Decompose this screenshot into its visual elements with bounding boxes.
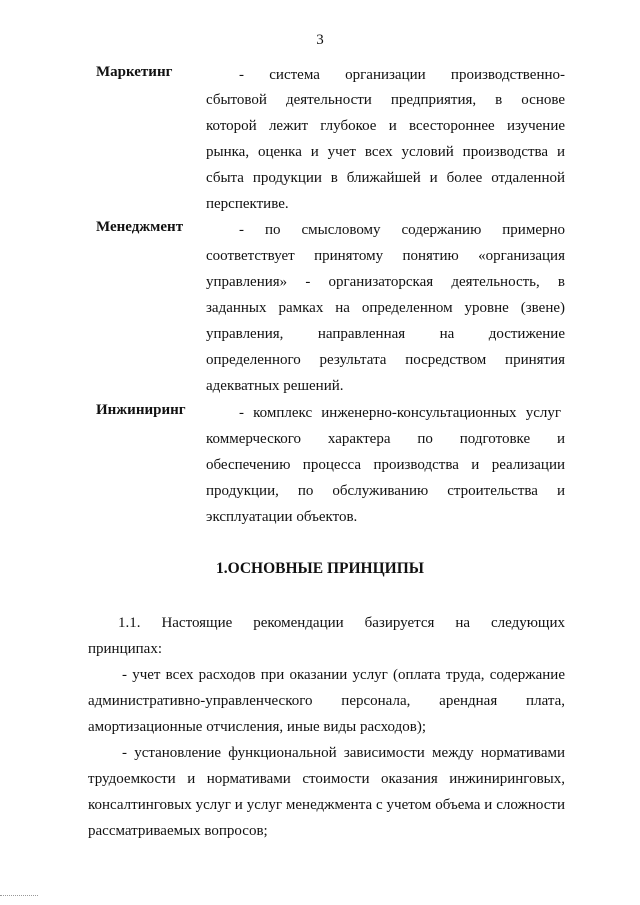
definition-line: которой лежит глубокое и всестороннее изучение bbox=[206, 118, 565, 134]
definition-line: адекватных решений. bbox=[206, 378, 344, 394]
bullet-line: амортизационные отчисления, иные виды расходов); bbox=[88, 719, 426, 735]
definition-line: соответствует принятому понятию «организация bbox=[206, 248, 565, 264]
definition-line: управления» - организаторская деятельность, в bbox=[206, 274, 565, 290]
bullet-line: рассматриваемых вопросов; bbox=[88, 823, 268, 839]
paragraph-line: 1.1. Настоящие рекомендации базируется на следующих bbox=[118, 615, 565, 631]
definition-line: коммерческого характера по подготовке и bbox=[206, 431, 565, 447]
paragraph-line: принципах: bbox=[88, 641, 162, 657]
section-heading: 1.ОСНОВНЫЕ ПРИНЦИПЫ bbox=[215, 560, 425, 577]
bullet-line: консалтинговых услуг и услуг менеджмента с учетом объема и сложности bbox=[88, 797, 565, 813]
term-management: Менеджмент bbox=[96, 219, 184, 235]
term-marketing: Маркетинг bbox=[96, 64, 173, 80]
definition-line: - система организации производственно- bbox=[239, 67, 565, 83]
definition-line: продукции, по обслуживанию строительства и bbox=[206, 483, 565, 499]
term-engineering: Инжиниринг bbox=[96, 402, 186, 418]
definition-line: - по смысловому содержанию примерно bbox=[239, 222, 565, 238]
bullet-line: - учет всех расходов при оказании услуг (оплата труда, содержание bbox=[122, 667, 565, 683]
definition-line: управления, направленная на достижение bbox=[206, 326, 565, 342]
definition-line: рынка, оценка и учет всех условий производства и bbox=[206, 144, 565, 160]
definition-line: заданных рамках на определенном уровне (звене) bbox=[206, 300, 565, 316]
page-number: 3 bbox=[316, 32, 324, 48]
bullet-line: трудоемкости и нормативами стоимости оказания инжиниринговых, bbox=[88, 771, 565, 787]
definition-line: сбыта продукции в ближайшей и более отдаленной bbox=[206, 170, 565, 186]
definition-line: эксплуатации объектов. bbox=[206, 509, 358, 525]
bullet-line: - установление функциональной зависимости между нормативами bbox=[122, 745, 565, 761]
definition-line: обеспечению процесса производства и реализации bbox=[206, 457, 565, 473]
definition-line: - комплекс инженерно-консультационных услуг bbox=[239, 405, 561, 421]
bullet-line: административно-управленческого персонала, арендная плата, bbox=[88, 693, 565, 709]
definition-line: перспективе. bbox=[206, 196, 289, 212]
scan-edge-mark bbox=[0, 895, 38, 896]
definition-line: определенного результата посредством принятия bbox=[206, 352, 565, 368]
definition-line: сбытовой деятельности предприятия, в основе bbox=[206, 92, 565, 108]
